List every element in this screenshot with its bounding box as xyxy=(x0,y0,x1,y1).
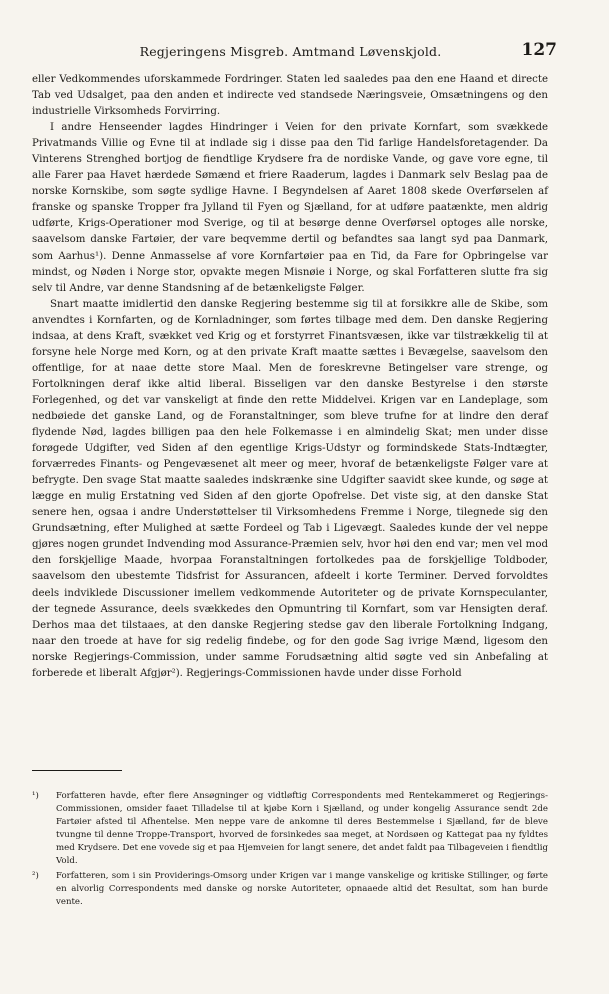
paragraph-2: I andre Henseender lagdes Hindringer i Veien for den private Kornfart, som svækkede Privatmands Villie og Evne til at indlade sig i disse paa den Tid farlige Handelsforetagender. Da Vinterens Strenghed bortjog de fiendtlige Krydsere fra de nordiske Vande, og gave vore egne, til alle Farer paa Havet hærdede Sømænd et friere Raaderum, lagdes i Danmark selv Beslag paa de norske Kornskibe, som søgte sydlige Havne. I Begyndelsen af Aaret 1808 skede Overførselen af franske og spanske Tropper fra Jylland til Fyen og Sjælland, for at udføre paatænkte, men aldrig udførte, Krigs-Operationer mod Sverige, og til at besørge denne Overførsel optoges alle norske, saavelsom danske Fartøier, der vare beqvemme dertil og befandtes saa langt syd paa Danmark, som Aarhus¹). Denne Anmasselse af vore Kornfartøier paa en Tid, da Fare for Opbringelse var mindst, og Nøden i Norge stor, opvakte megen Misnøie i Norge, og skal Forfatteren slutte fra sig selv til Andre, var denne Standsning af de betænkeligste Følger. xyxy=(32,122,548,294)
footnote-2-mark: ²) xyxy=(32,871,39,881)
footnote-1-text: Forfatteren havde, efter flere Ansøgninger og vidtløftig Correspondents med Rentekammeret og Regjerings-Commissionen, omsider faaet Tilladelse til at kjøbe Korn i Sjælland, og under kongelig Assurance sendt 2de Fartøier afsted til Afhentelse. Men neppe vare de ankomne til deres Bestemmelse i Sjælland, før de bleve tvungne til denne Troppe-Transport, hvorved de forsinkedes saa meget, at Nordsøen og Kattegat paa ny fyldtes med Krydsere. Det ene vovede sig et paa Hjemveien for langt senere, det andet faldt paa Tilbageveien i fiendtlig Vold. xyxy=(56,791,548,866)
main-text xyxy=(32,72,548,682)
running-head: Regjeringens Misgreb. Amtmand Løvenskjold. xyxy=(139,44,442,59)
page-header xyxy=(32,40,557,64)
footnote-2 xyxy=(32,870,548,909)
footnotes xyxy=(32,790,548,911)
page-number: 127 xyxy=(521,40,557,60)
footnote-1-mark: ¹) xyxy=(32,791,39,801)
footnote-1 xyxy=(32,790,548,868)
footnote-rule xyxy=(32,770,122,771)
paragraph-3: Snart maatte imidlertid den danske Regjering bestemme sig til at forsikkre alle de Skibe, som anvendtes i Kornfarten, og de Kornladninger, som førtes tilbage med dem. Den danske Regjering indsaa, at dens Kraft, svækket ved Krig og et forstyrret Finantsvæsen, ikke var tilstrækkelig til at forsyne hele Norge med Korn, og at den private Kraft maatte sættes i Bevægelse, saavelsom den offentlige, for at naae dette store Maal. Men de foreskrevne Betingelser vare strenge, og Fortolkningen deraf ikke altid liberal. Bisseligen var den danske Bestyrelse i den største Forlegenhed, og det var vanskeligt at finde den rette Middelvei. Krigen var en Landeplage, som nedbøiede det ganske Land, og de Foranstaltninger, som bleve trufne for at lindre den deraf flydende Nød, lagdes billigen paa den hele Folkemasse i en almindelig Skat; men under disse forøgede Udgifter, ved Siden af den egentlige Krigs-Udstyr og formindskede Stats-Indtægter, forværredes Finants- og Pengevæsenet alt meer og meer, hvoraf de betænkeligste Følger vare at befrygte. Den svage Stat maatte saaledes indskrænke sine Udgifter saavidt skee kunde, og søge at lægge en mulig Erstatning ved Siden af den gjorte Opofrelse. Det viste sig, at den danske Stat senere hen, ogsaa i andre Understøttelser til Virksomhedens Fremme i Norge, tilegnede sig den Grundsætning, efter Mulighed at sætte Fordeel og Tab i Ligevægt. Saaledes kunde der vel neppe gjøres nogen grundet Indvending mod Assurance-Præmien selv, hvor høi den end var; men vel mod den forskjellige Maade, hvorpaa Foranstaltningen fortolkedes paa de forskjellige Toldboder, saavelsom den ubestemte Tidsfrist for Assurancen, afdeelt i korte Terminer. Derved forvoldtes deels indviklede Discussioner imellem vedkommende Autoriteter og de private Kornspeculanter, der tegnede Assurance, deels svækkedes den Opmuntring til Kornfart, som var Hensigten deraf. Derhos maa det tilstaaes, at den danske Regjering stedse gav den liberale Fortolkning Indgang, naar den troede at have for sig redelig findebe, og for den gode Sag ivrige Mænd, ligesom den norske Regjerings-Commission, under samme Forudsætning altid søgte ved sin Anbefaling at forberede et liberalt Afgjør²). Regjerings-Commissionen havde under disse Forhold xyxy=(32,298,548,679)
footnote-2-text: Forfatteren, som i sin Providerings-Omsorg under Krigen var i mange vanskelige og kritiske Stillinger, og førte en alvorlig Correspondents med danske og norske Autoriteter, opnaaede altid det Resultat, som han burde vente. xyxy=(56,871,548,907)
paragraph-1: eller Vedkommendes uforskammede Fordringer. Staten led saaledes paa den ene Haand et directe Tab ved Udsalget, paa den anden et indirecte ved standsede Næringsveie, Omsætningens og den industrielle Virksomheds Forvirring. xyxy=(32,74,548,118)
